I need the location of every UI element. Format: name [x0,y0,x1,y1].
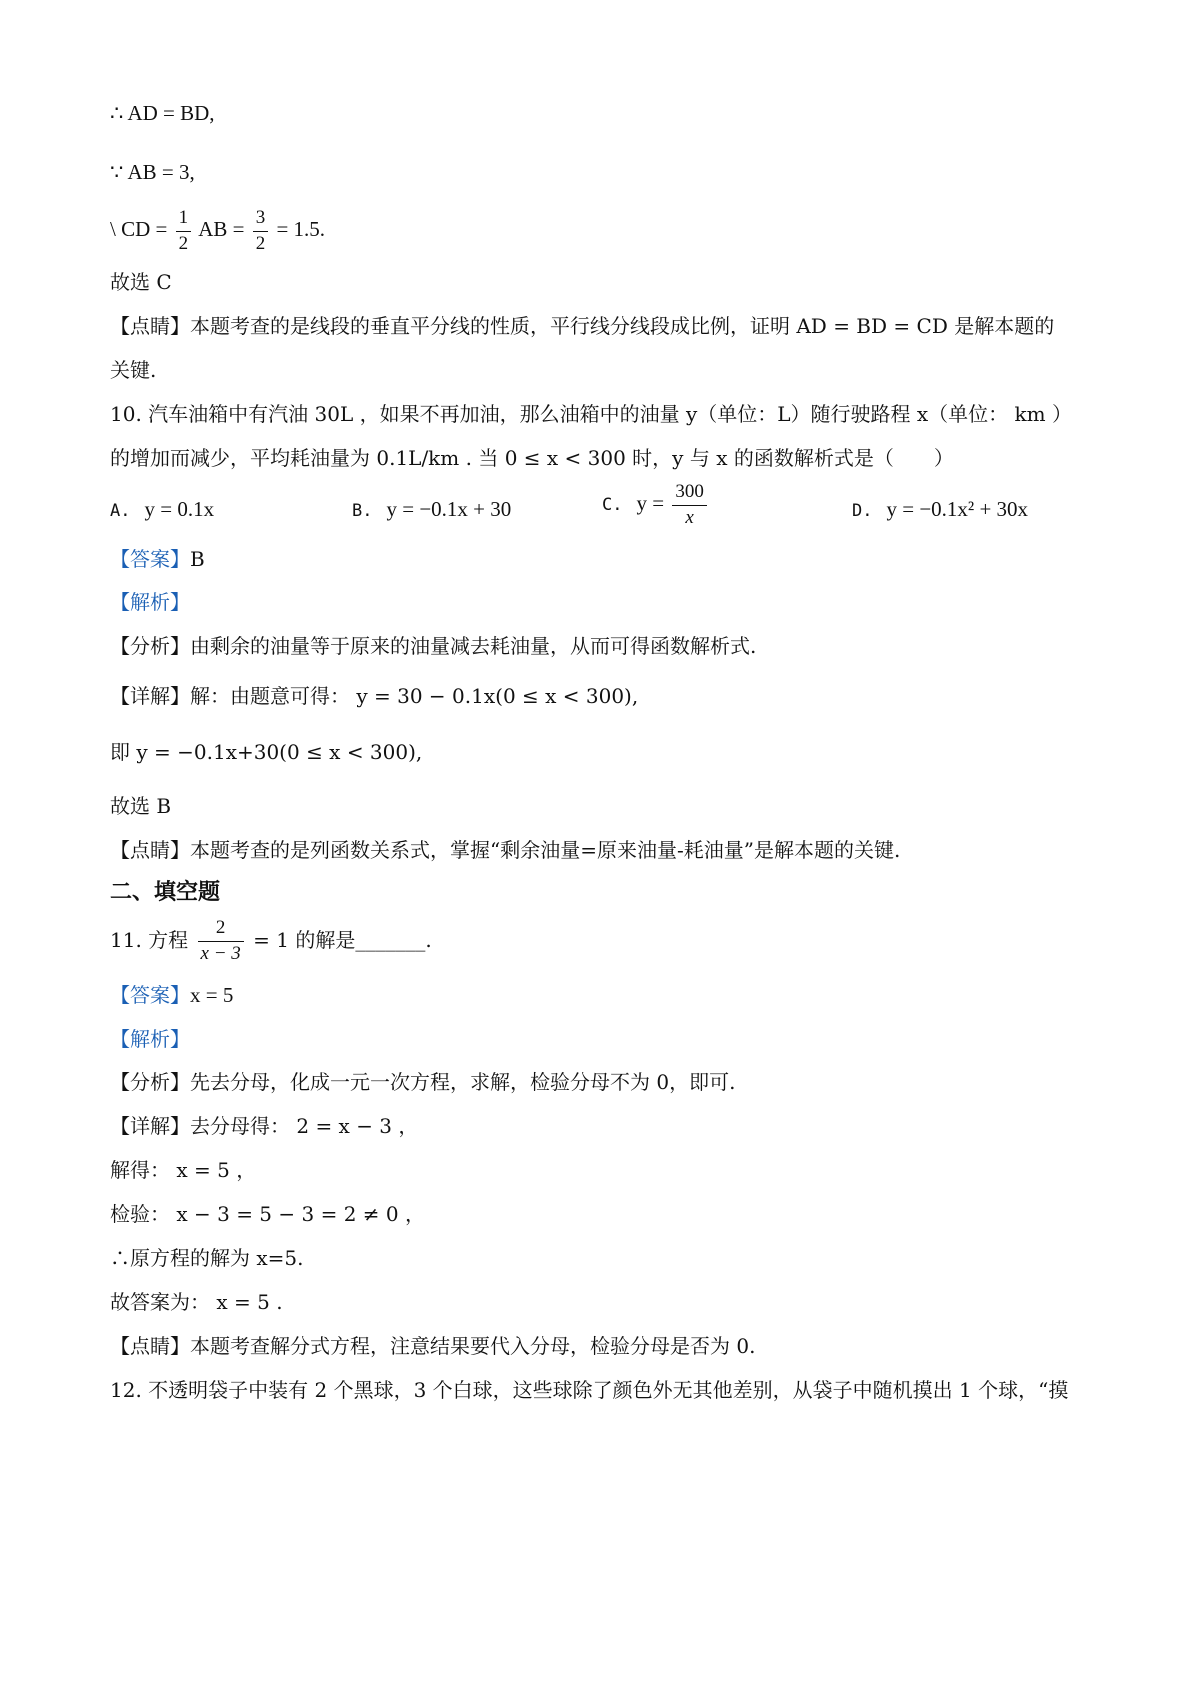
dianjing-q9-line2: 关键. [110,358,157,382]
line-ab-equals-3: ∵ AB = 3, [110,160,195,184]
option-c-prefix: y = [636,491,665,516]
fraction-one-half [176,208,192,255]
line-ad-equals-bd: ∴ AD = BD, [110,101,215,125]
q10-analysis-tag: 【解析】 [110,590,190,614]
option-label: A. [110,501,131,521]
option-label: C. [602,495,623,516]
fraction-numerator: 3 [253,208,269,232]
line-cd-equation [110,208,325,255]
q11-jianyan: 检验： x − 3 = 5 − 3 = 2 ≠ 0 ， [110,1202,425,1226]
q10-dianjing: 【点睛】本题考查的是列函数关系式，掌握“剩余油量=原来油量-耗油量”是解本题的关键. [110,838,901,862]
cd-suffix: = 1.5. [276,217,326,242]
fraction-numerator: 1 [176,208,192,232]
fraction-denominator: x [685,506,694,528]
fraction-denominator: x − 3 [200,942,241,964]
q11-analysis-tag: 【解析】 [110,1027,190,1051]
cd-middle: AB = [198,217,245,242]
fraction-numerator: 300 [672,482,707,506]
q10-option-d [852,497,1028,522]
option-label: D. [852,501,873,521]
cd-prefix: \ CD = [110,217,168,242]
choose-c: 故选 C [110,270,172,294]
q11-fenxi: 【分析】先去分母，化成一元一次方程，求解，检验分母不为 0，即可. [110,1070,736,1094]
q11-prefix: 11. 方程 [110,927,189,952]
q10-option-a [110,497,214,522]
q10-ji: 即 y = −0.1x+30(0 ≤ x < 300), [110,740,423,764]
option-text: y = 0.1x [144,497,215,521]
q11-dianjing: 【点睛】本题考查解分式方程，注意结果要代入分母，检验分母是否为 0. [110,1334,756,1358]
option-label: B. [352,501,373,521]
fraction-denominator: 2 [255,232,266,254]
q11-stem [110,918,432,965]
fraction-numerator: 2 [198,918,244,942]
q10-option-b [352,497,511,522]
q10-xiangjie: 【详解】解：由题意可得： y = 30 − 0.1x(0 ≤ x < 300), [110,684,639,708]
q10-stem-line1: 10. 汽车油箱中有汽油 30L ，如果不再加油，那么油箱中的油量 y（单位：L）随行驶路程 x（单位： km ） [110,402,1072,426]
fraction-denominator: 2 [178,232,189,254]
q10-fenxi: 【分析】由剩余的油量等于原来的油量减去耗油量，从而可得函数解析式. [110,634,757,658]
answer-value: B [190,547,205,571]
q10-option-c [602,482,710,529]
q11-xiangjie: 【详解】去分母得： 2 = x − 3 ， [110,1114,419,1138]
option-text: y = −0.1x + 30 [386,497,512,521]
option-text: y = −0.1x² + 30x [886,497,1029,521]
option-c-fraction [672,482,707,529]
q11-final: 故答案为： x = 5 . [110,1290,283,1314]
dianjing-q9-line1: 【点睛】本题考查的是线段的垂直平分线的性质，平行线分线段成比例，证明 AD = BD = CD 是解本题的 [110,314,1055,338]
answer-tag: 【答案】 [110,983,190,1007]
q11-fraction [198,918,244,965]
answer-tag: 【答案】 [110,547,190,571]
q11-therefore: ∴原方程的解为 x=5. [110,1246,304,1270]
q10-stem-line2: 的增加而减少，平均耗油量为 0.1L/km . 当 0 ≤ x < 300 时，y 与 x 的函数解析式是（ ） [110,446,954,470]
q11-jiede: 解得： x = 5 ， [110,1158,257,1182]
q10-choose-b: 故选 B [110,794,172,818]
fraction-three-halves [253,208,269,255]
q11-suffix: = 1 的解是_______. [253,927,432,952]
answer-value: x = 5 [190,983,234,1007]
q11-answer [110,985,233,1006]
q10-answer [110,549,205,569]
q12-stem-line1: 12. 不透明袋子中装有 2 个黑球，3 个白球，这些球除了颜色外无其他差别，从袋子中随机摸出 1 个球，“摸 [110,1378,1069,1402]
section-title-fill-in: 二、填空题 [110,880,221,905]
